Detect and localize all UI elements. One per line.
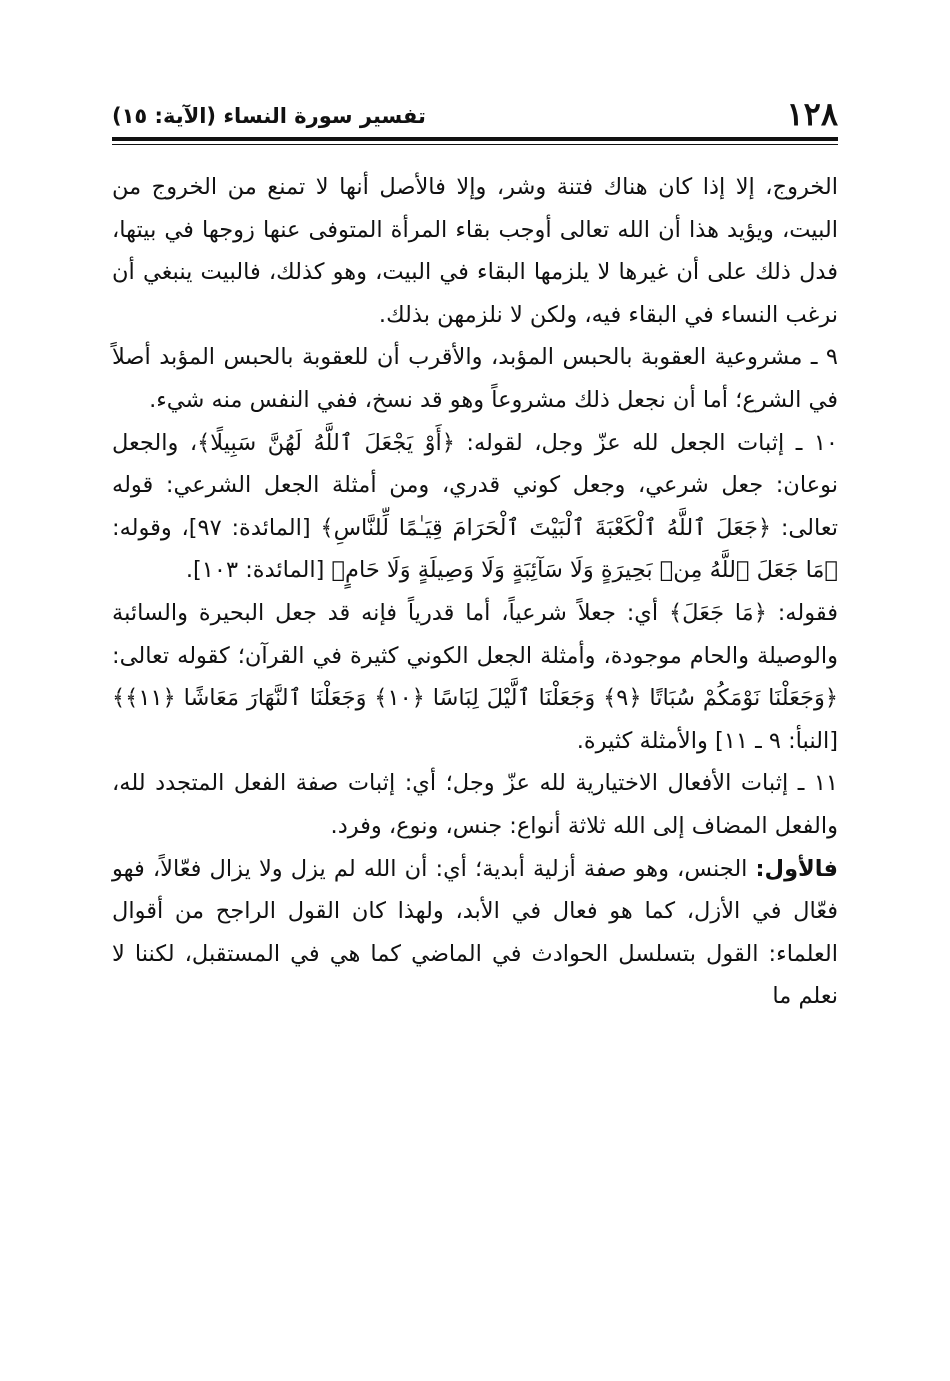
- page-header: [112, 92, 838, 136]
- paragraph-2: [112, 336, 838, 421]
- header-rule-thick: [112, 137, 838, 141]
- paragraph-text: الجنس، وهو صفة أزلية أبدية؛ أي: أن الله لم يزل ولا يزال فعّالاً، فهو فعّال في الأزل، كما هو فعال في الأبد، ولهذا كان القول الراجح من أقوال العلماء: القول بتسلسل الحوادث في الماضي كما هي في المستقبل، لكننا لا نعلم ما: [112, 855, 838, 1010]
- paragraph-text: ٩ ـ مشروعية العقوبة بالحبس المؤبد، والأقرب أن للعقوبة بالحبس المؤبد أصلاً في الشرع؛ أما أن نجعل ذلك مشروعاً وهو قد نسخ، ففي النفس منه شيء.: [112, 344, 838, 413]
- page-number: ١٢٨: [786, 95, 838, 133]
- paragraph-1: [112, 166, 838, 336]
- paragraph-6: [112, 848, 838, 1018]
- header-rule-thin: [112, 144, 838, 145]
- paragraph-4: [112, 592, 838, 762]
- paragraph-text: ١٠ ـ إثبات الجعل لله عزّ وجل، لقوله: ﴿أَوْ يَجْعَلَ ٱللَّهُ لَهُنَّ سَبِيلًا﴾، والجعل نوعان: جعل شرعي، وجعل كوني قدري، ومن أمثلة الجعل الشرعي: قوله تعالى: ﴿جَعَلَ ٱللَّهُ ٱلْكَعْبَةَ ٱلْبَيْتَ ٱلْحَرَامَ قِيَـٰمًا لِّلنَّاسِ﴾ [المائدة: ٩٧]، وقوله: ﴿مَا جَعَلَ ٱللَّهُ مِنۢ بَحِيرَةٍ وَلَا سَآئِبَةٍ وَلَا وَصِيلَةٍ وَلَا حَامٍ﴾ [المائدة: ١٠٣].: [112, 429, 839, 584]
- body-text: [112, 166, 838, 1018]
- paragraph-text: ١١ ـ إثبات الأفعال الاختيارية لله عزّ وجل؛ أي: إثبات صفة الفعل المتجدد لله، والفعل المضاف إلى الله ثلاثة أنواع: جنس، ونوع، وفرد.: [112, 770, 838, 839]
- running-title: تفسير سورة النساء (الآية: ١٥): [112, 104, 426, 128]
- paragraph-lead: فالأول:: [755, 855, 838, 882]
- paragraph-text: الخروج، إلا إذا كان هناك فتنة وشر، وإلا فالأصل أنها لا تمنع من الخروج من البيت، ويؤيد هذا أن الله تعالى أوجب بقاء المرأة المتوفى عنها زوجها في بيتها، فدل ذلك على أن غيرها لا يلزمها البقاء في البيت، وهو كذلك، فالبيت ينبغي أن نرغب النساء في البقاء فيه، ولكن لا نلزمهن بذلك.: [112, 174, 838, 328]
- paragraph-3: [112, 422, 838, 592]
- paragraph-5: [112, 762, 838, 847]
- paragraph-text: فقوله: ﴿مَا جَعَلَ﴾ أي: جعلاً شرعياً، أما قدرياً فإنه قد جعل البحيرة والسائبة والوصيلة والحام موجودة، وأمثلة الجعل الكوني كثيرة في القرآن؛ كقوله تعالى: ﴿وَجَعَلْنَا نَوْمَكُمْ سُبَاتًا ﴿٩﴾ وَجَعَلْنَا ٱلَّيْلَ لِبَاسًا ﴿١٠﴾ وَجَعَلْنَا ٱلنَّهَارَ مَعَاشًا ﴿١١﴾﴾ [النبأ: ٩ ـ ١١] والأمثلة كثيرة.: [112, 599, 839, 754]
